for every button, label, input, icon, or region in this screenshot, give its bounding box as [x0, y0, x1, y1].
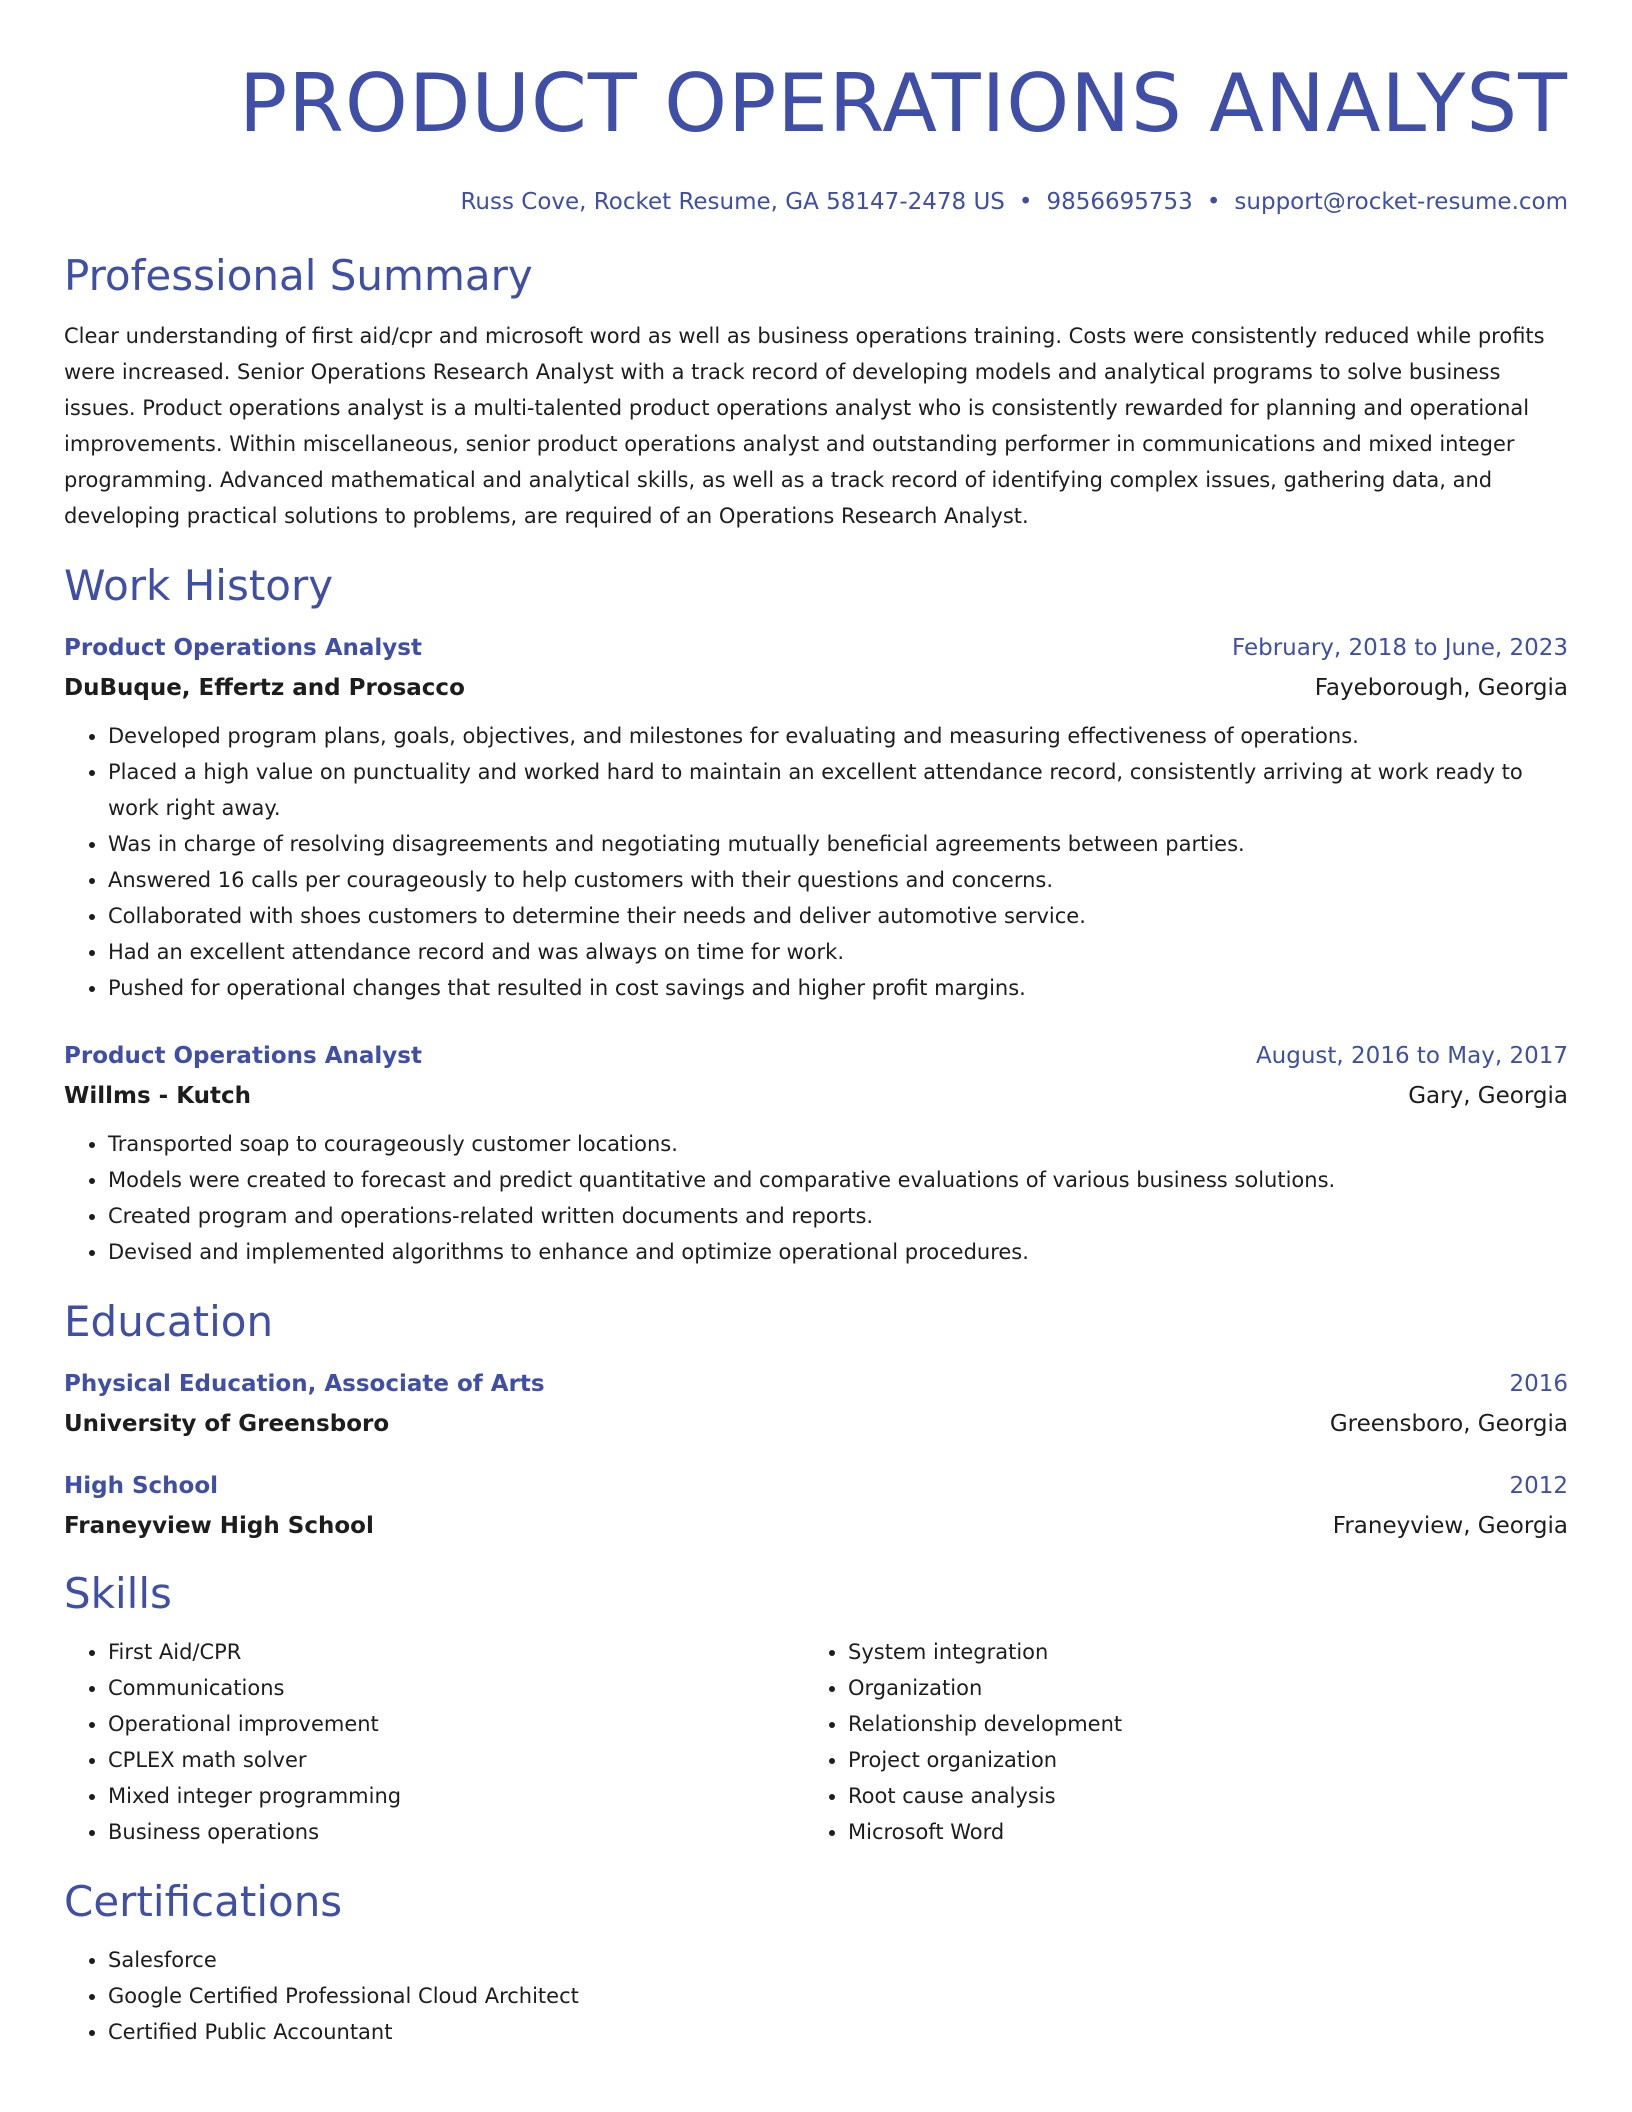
education-heading: Education: [64, 1297, 274, 1346]
list-item: • Created program and operations-related written documents and reports.: [108, 1198, 1568, 1234]
job-location: Fayeborough, Georgia: [1314, 675, 1568, 701]
skills-grid: [64, 1634, 1568, 1850]
list-item: • Root cause analysis: [848, 1778, 1544, 1814]
list-item: • Had an excellent attendance record and was always on time for work.: [108, 934, 1568, 970]
list-item: • Microsoft Word: [848, 1814, 1544, 1850]
education-degree: Physical Education, Associate of Arts: [64, 1371, 545, 1397]
job-entry: [64, 632, 1568, 1006]
list-item: • Answered 16 calls per courageously to help customers with their questions and concerns.: [108, 862, 1568, 898]
job-dates: August, 2016 to May, 2017: [1255, 1043, 1568, 1069]
job-company: DuBuque, Effertz and Prosacco: [64, 675, 465, 701]
list-item: • Project organization: [848, 1742, 1544, 1778]
list-item: • Organization: [848, 1670, 1544, 1706]
job-company: Willms - Kutch: [64, 1083, 252, 1109]
contact-address: Russ Cove, Rocket Resume, GA 58147-2478 US: [460, 189, 1005, 215]
education-year: 2012: [1509, 1473, 1568, 1499]
list-item: • Business operations: [108, 1814, 804, 1850]
list-item: • Communications: [108, 1670, 804, 1706]
list-item: • Salesforce: [108, 1942, 1568, 1978]
list-item: • Was in charge of resolving disagreements and negotiating mutually beneficial agreements between parties.: [108, 826, 1568, 862]
list-item: • System integration: [848, 1634, 1544, 1670]
list-item: • Models were created to forecast and predict quantitative and comparative evaluations of various business solutions.: [108, 1162, 1568, 1198]
summary-text: Clear understanding of first aid/cpr and microsoft word as well as business operations training. Costs were consistently reduced while profits were increased. Senior Operations Research Analyst with a track record of developing models and analytical programs to solve business issues. Product operations analyst is a multi-talented product operations analyst who is consistently rewarded for planning and operational improvements. Within miscellaneous, senior product operations analyst and outstanding performer in communications and mixed integer programming. Advanced mathematical and analytical skills, as well as a track record of identifying complex issues, gathering data, and developing practical solutions to problems, are required of an Operations Research Analyst.: [64, 324, 1545, 528]
education-entry: [64, 1368, 1568, 1440]
skills-column-left: [64, 1634, 804, 1850]
education-school: University of Greensboro: [64, 1411, 390, 1437]
list-item: • First Aid/CPR: [108, 1634, 804, 1670]
job-title: Product Operations Analyst: [64, 635, 422, 661]
education-entry: [64, 1470, 1568, 1542]
job-bullets: [64, 1126, 1568, 1270]
list-item: • Mixed integer programming: [108, 1778, 804, 1814]
contact-phone: 9856695753: [1046, 189, 1193, 215]
education-degree: High School: [64, 1473, 219, 1499]
job-entry: [64, 1040, 1568, 1270]
certifications-list: [64, 1942, 1568, 2050]
list-item: • Transported soap to courageously customer locations.: [108, 1126, 1568, 1162]
list-item: • Devised and implemented algorithms to enhance and optimize operational procedures.: [108, 1234, 1568, 1270]
list-item: • Certified Public Accountant: [108, 2014, 1568, 2050]
contact-line: [64, 186, 1568, 218]
resume-title: PRODUCT OPERATIONS ANALYST: [239, 57, 1568, 150]
list-item: • Google Certified Professional Cloud Architect: [108, 1978, 1568, 2014]
skills-heading: Skills: [64, 1569, 172, 1618]
list-item: • Pushed for operational changes that resulted in cost savings and higher profit margins.: [108, 970, 1568, 1006]
skills-column-right: [804, 1634, 1544, 1850]
list-item: • Operational improvement: [108, 1706, 804, 1742]
job-location: Gary, Georgia: [1408, 1083, 1568, 1109]
job-dates: February, 2018 to June, 2023: [1231, 635, 1568, 661]
job-bullets: [64, 718, 1568, 1006]
summary-heading: Professional Summary: [64, 251, 533, 300]
job-title: Product Operations Analyst: [64, 1043, 422, 1069]
list-item: • CPLEX math solver: [108, 1742, 804, 1778]
education-location: Greensboro, Georgia: [1329, 1411, 1568, 1437]
list-item: • Developed program plans, goals, objectives, and milestones for evaluating and measuring effectiveness of operations.: [108, 718, 1568, 754]
list-item: • Collaborated with shoes customers to determine their needs and deliver automotive service.: [108, 898, 1568, 934]
list-item: • Placed a high value on punctuality and worked hard to maintain an excellent attendance record, consistently arriving at work ready to work right away.: [108, 754, 1568, 826]
education-location: Franeyview, Georgia: [1332, 1513, 1568, 1539]
contact-separator: •: [1018, 189, 1033, 215]
work-history-heading: Work History: [64, 561, 334, 610]
certifications-heading: Certifications: [64, 1877, 343, 1926]
list-item: • Relationship development: [848, 1706, 1544, 1742]
contact-email: support@rocket-resume.com: [1234, 189, 1568, 215]
education-school: Franeyview High School: [64, 1513, 374, 1539]
education-year: 2016: [1509, 1371, 1568, 1397]
contact-separator: •: [1206, 189, 1221, 215]
